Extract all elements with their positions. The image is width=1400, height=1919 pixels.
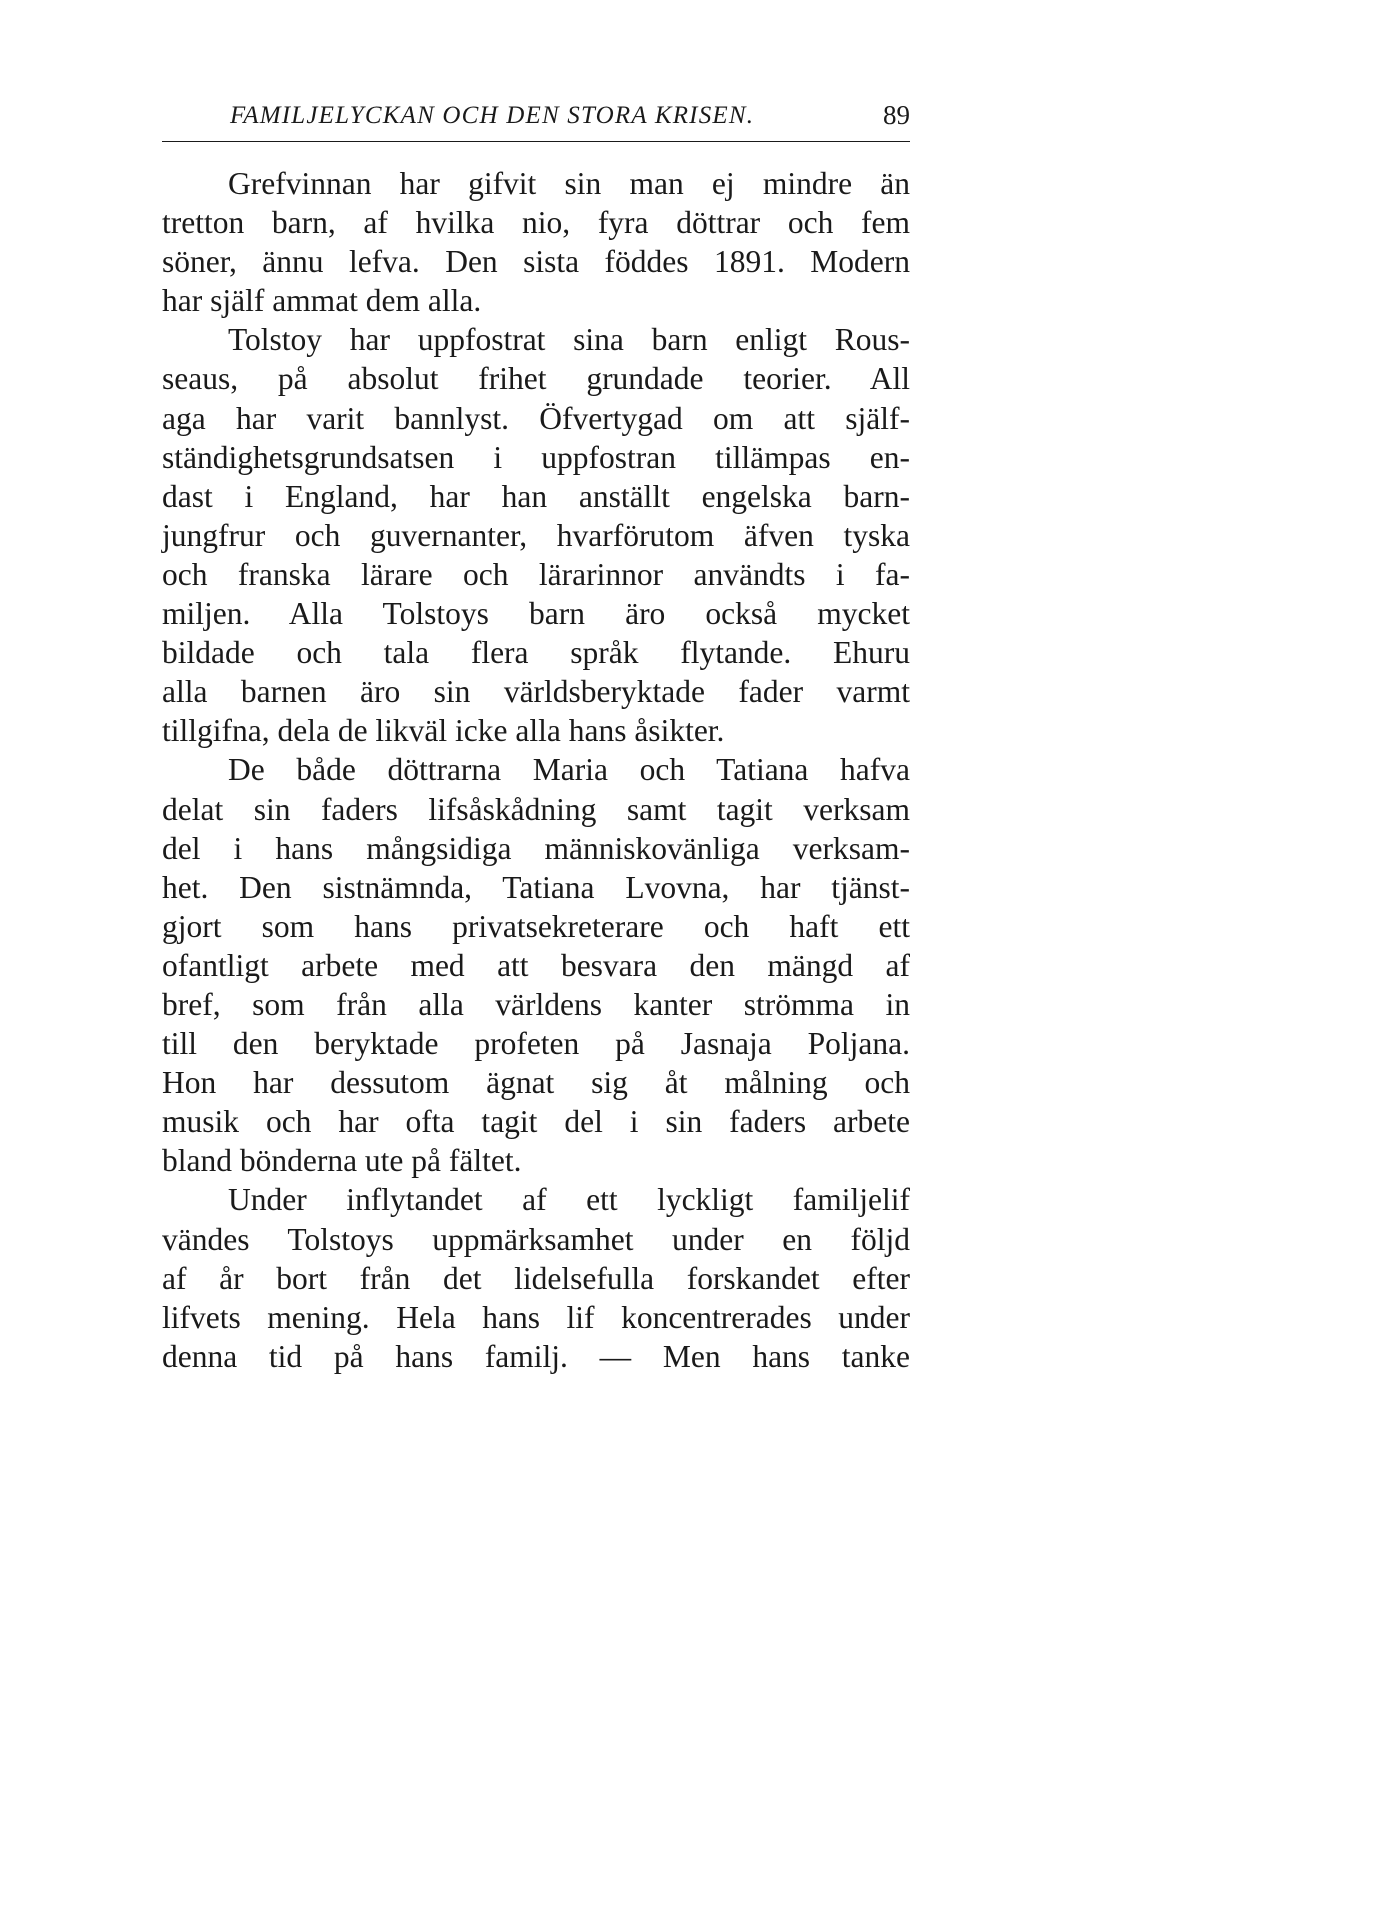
text-line: Grefvinnan har gifvit sin man ej mindre än: [228, 166, 910, 201]
text-line: delat sin faders lifsåskådning samt tagit verksam: [162, 791, 910, 827]
text-line: dast i England, har han anställt engelska barn-: [162, 478, 910, 514]
text-line: ständighetsgrundsatsen i uppfostran tillämpas en-: [162, 439, 910, 475]
text-line: musik och har ofta tagit del i sin faders arbete: [162, 1104, 910, 1140]
text-line: bref, som från alla världens kanter strömma in: [162, 986, 910, 1022]
text-line: Under inflytandet af ett lyckligt familjelif: [228, 1182, 910, 1218]
text-line: denna tid på hans familj. — Men hans tanke: [162, 1338, 910, 1374]
text-line: del i hans mångsidiga människovänliga verksam-: [162, 830, 910, 866]
text-line: tretton barn, af hvilka nio, fyra döttrar och fem: [162, 205, 910, 241]
page-number: 89: [883, 100, 910, 130]
text-line: vändes Tolstoys uppmärksamhet under en följd: [162, 1221, 910, 1257]
text-line: Hon har dessutom ägnat sig åt målning och: [162, 1065, 910, 1101]
text-line: söner, ännu lefva. Den sista föddes 1891. Modern: [162, 244, 910, 280]
text-line: bland bönderna ute på fältet.: [162, 1143, 522, 1179]
text-line: het. Den sistnämnda, Tatiana Lvovna, har tjänst-: [162, 869, 910, 905]
text-line: har själf ammat dem alla.: [162, 283, 482, 319]
page-header: [162, 98, 910, 142]
text-line: gjort som hans privatsekreterare och haft ett: [162, 908, 910, 944]
text-line: lifvets mening. Hela hans lif koncentrerades under: [162, 1299, 910, 1335]
text-line: ofantligt arbete med att besvara den mängd af: [162, 947, 910, 983]
paragraph: [162, 320, 910, 750]
paragraph: [162, 750, 910, 1180]
body-text: [162, 164, 910, 1376]
text-line: och franska lärare och lärarinnor användts i fa-: [162, 556, 910, 592]
text-line: De både döttrarna Maria och Tatiana hafva: [228, 752, 910, 788]
text-line: tillgifna, dela de likväl icke alla hans åsikter.: [162, 713, 725, 749]
paragraph: [162, 164, 910, 320]
paragraph: [162, 1180, 910, 1375]
text-line: af år bort från det lidelsefulla forskandet efter: [162, 1260, 910, 1296]
header-rule: [162, 141, 910, 142]
text-line: bildade och tala flera språk flytande. Ehuru: [162, 635, 910, 671]
text-line: till den beryktade profeten på Jasnaja Poljana.: [162, 1026, 910, 1062]
running-title: FAMILJELYCKAN OCH DEN STORA KRISEN.: [230, 102, 755, 129]
text-line: jungfrur och guvernanter, hvarförutom äfven tyska: [162, 517, 910, 553]
text-line: aga har varit bannlyst. Öfvertygad om att själf-: [162, 400, 910, 436]
text-line: alla barnen äro sin världsberyktade fader varmt: [162, 674, 910, 710]
text-line: seaus, på absolut frihet grundade teorier. All: [162, 361, 910, 397]
text-line: Tolstoy har uppfostrat sina barn enligt Rous-: [228, 322, 910, 358]
text-line: miljen. Alla Tolstoys barn äro också mycket: [162, 596, 910, 632]
